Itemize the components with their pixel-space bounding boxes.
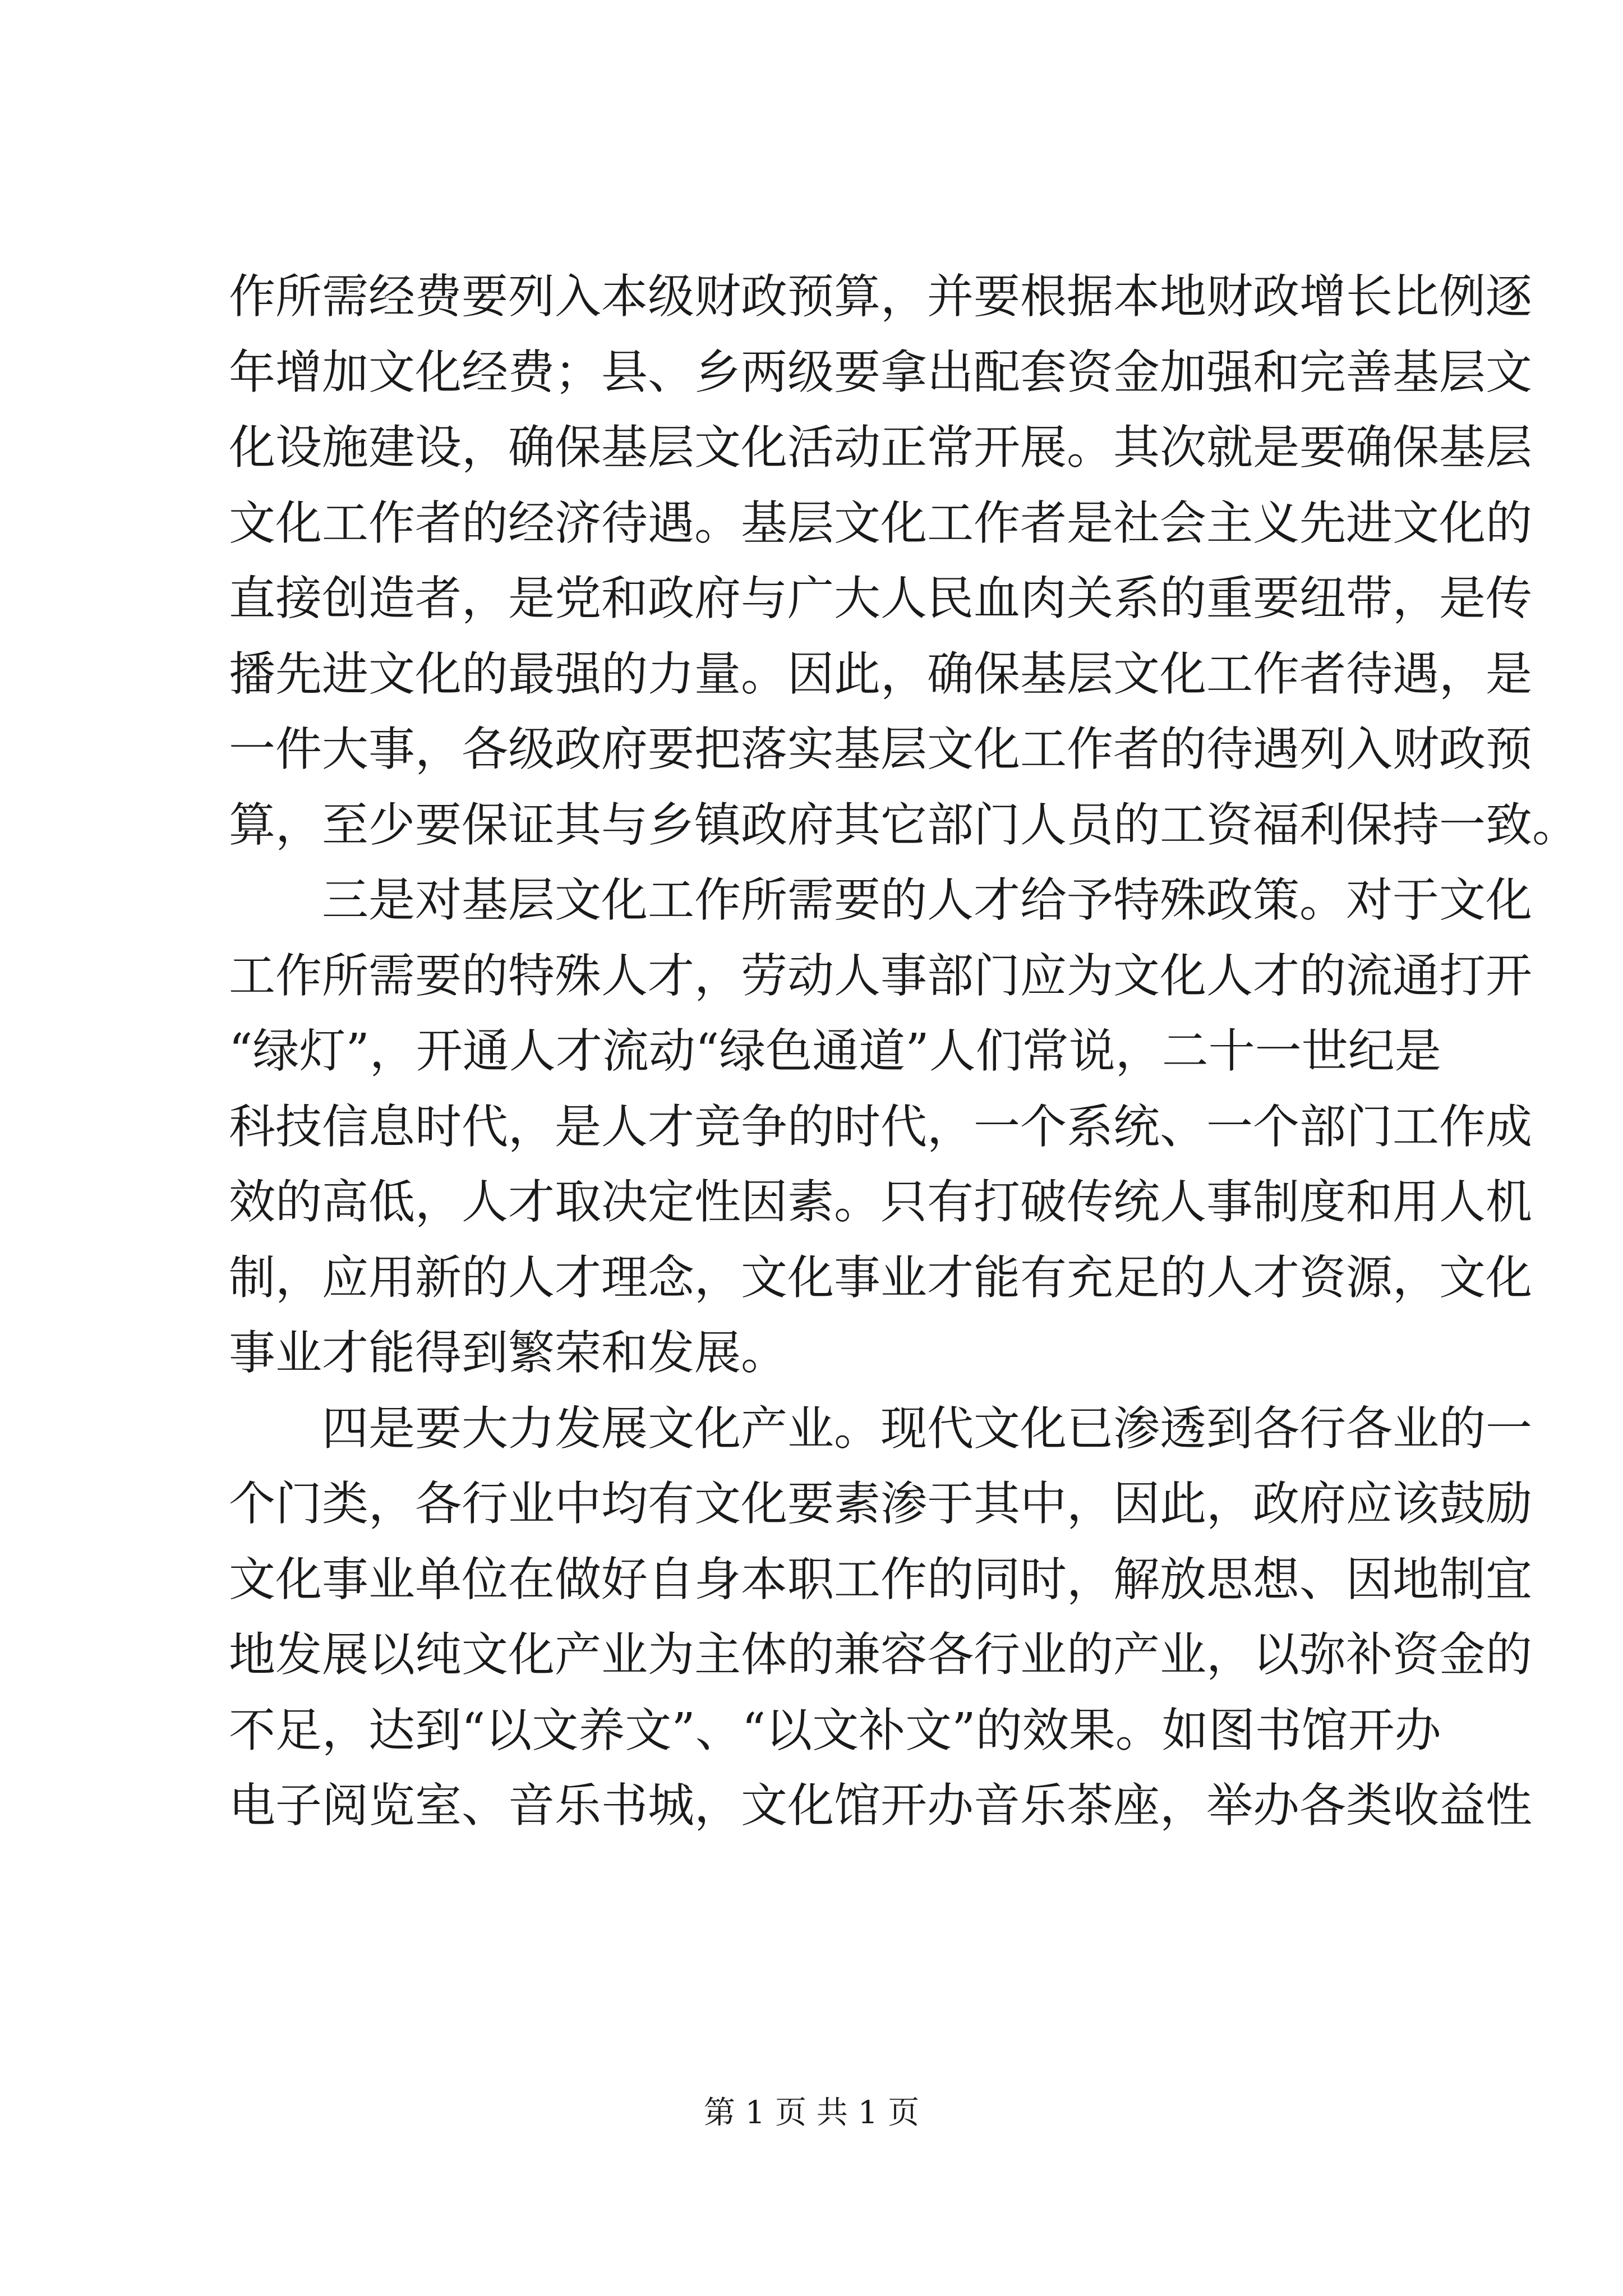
paragraph-3-line: 个门类，各行业中均有文化要素渗于其中，因此，政府应该鼓励 bbox=[229, 1476, 1532, 1531]
document-body bbox=[229, 259, 1579, 1844]
paragraph-1-line: 化设施建设，确保基层文化活动正常开展。其次就是要确保基层 bbox=[229, 420, 1532, 475]
paragraph-2-line: 三是对基层文化工作所需要的人才给予特殊政策。对于文化 bbox=[322, 873, 1532, 927]
paragraph-1-line: 作所需经费要列入本级财政预算，并要根据本地财政增长比例逐 bbox=[229, 269, 1532, 324]
paragraph-1-line: 文化工作者的经济待遇。基层文化工作者是社会主义先进文化的 bbox=[229, 495, 1532, 550]
paragraph-2-line: 效的高低，人才取决定性因素。只有打破传统人事制度和用人机 bbox=[229, 1175, 1532, 1229]
paragraph-1-line: 直接创造者，是党和政府与广大人民血肉关系的重要纽带，是传 bbox=[229, 571, 1532, 625]
paragraph-1-line: 算，至少要保证其与乡镇政府其它部门人员的工资福利保持一致。 bbox=[229, 797, 1579, 852]
paragraph-1-line: 年增加文化经费；县、乡两级要拿出配套资金加强和完善基层文 bbox=[229, 344, 1532, 399]
page-footer bbox=[0, 2088, 1623, 2133]
paragraph-3-line: 电子阅览室、音乐书城，文化馆开办音乐茶座，举办各类收益性 bbox=[229, 1778, 1532, 1833]
paragraph-2-line: 事业才能得到繁荣和发展。 bbox=[229, 1326, 787, 1380]
paragraph-3-line: 不足，达到“以文养文”、“以文补文”的效果。如图书馆开办 bbox=[229, 1703, 1441, 1757]
paragraph-2-line: 制，应用新的人才理念，文化事业才能有充足的人才资源，文化 bbox=[229, 1250, 1532, 1305]
paragraph-3-line: 文化事业单位在做好自身本职工作的同时，解放思想、因地制宜 bbox=[229, 1552, 1532, 1607]
paragraph-3-line: 地发展以纯文化产业为主体的兼容各行业的产业，以弥补资金的 bbox=[229, 1627, 1532, 1682]
paragraph-2-line: 工作所需要的特殊人才，劳动人事部门应为文化人才的流通打开 bbox=[229, 948, 1532, 1003]
paragraph-2-line: “绿灯”，开通人才流动“绿色通道”人们常说，二十一世纪是 bbox=[229, 1024, 1441, 1078]
paragraph-1-line: 播先进文化的最强的力量。因此，确保基层文化工作者待遇，是 bbox=[229, 646, 1532, 701]
page-number-label: 第 1 页 共 1 页 bbox=[703, 2095, 920, 2131]
paragraph-3-line: 四是要大力发展文化产业。现代文化已渗透到各行各业的一 bbox=[322, 1401, 1532, 1456]
paragraph-2-line: 科技信息时代，是人才竞争的时代，一个系统、一个部门工作成 bbox=[229, 1099, 1532, 1154]
paragraph-1-line: 一件大事，各级政府要把落实基层文化工作者的待遇列入财政预 bbox=[229, 722, 1532, 776]
